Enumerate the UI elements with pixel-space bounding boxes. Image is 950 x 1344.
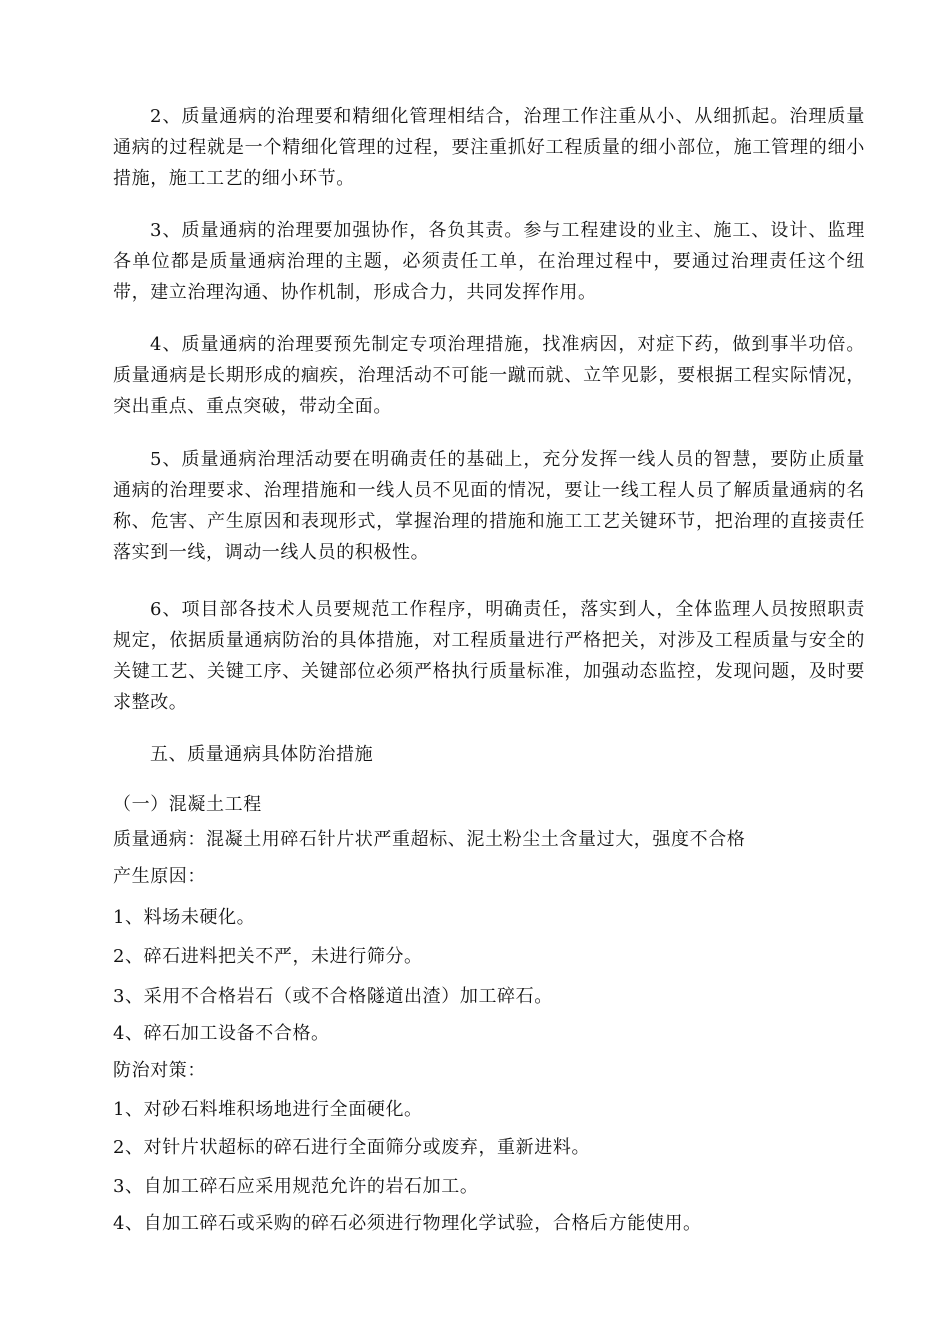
- cause-item: 2、碎石进料把关不严，未进行筛分。: [113, 946, 423, 967]
- cause-item: 3、采用不合格岩石（或不合格隧道出渣）加工碎石。: [113, 986, 553, 1007]
- paragraph-3: 3、质量通病的治理要加强协作，各负其责。参与工程建设的业主、施工、设计、监理各单位都是质量通病治理的主题，必须责任工单，在治理过程中，要通过治理责任这个纽带，建立治理沟通、协作机制，形成合力，共同发挥作用。: [113, 220, 865, 303]
- measure-item: 3、自加工碎石应采用规范允许的岩石加工。: [113, 1176, 479, 1197]
- measures-label: 防治对策：: [113, 1060, 206, 1081]
- problem-statement: 质量通病：混凝土用碎石针片状严重超标、泥土粉尘土含量过大，强度不合格: [113, 829, 746, 850]
- paragraph-2: 2、质量通病的治理要和精细化管理相结合，治理工作注重从小、从细抓起。治理质量通病的过程就是一个精细化管理的过程，要注重抓好工程质量的细小部位，施工管理的细小措施，施工工艺的细小环节。: [113, 106, 865, 189]
- paragraph-4: 4、质量通病的治理要预先制定专项治理措施，找准病因，对症下药，做到事半功倍。质量通病是长期形成的痼疾，治理活动不可能一蹴而就、立竿见影，要根据工程实际情况，突出重点、重点突破，带动全面。: [113, 334, 865, 417]
- measure-item: 1、对砂石料堆积场地进行全面硬化。: [113, 1099, 423, 1120]
- cause-item: 4、碎石加工设备不合格。: [113, 1023, 330, 1044]
- subsection-heading: （一）混凝土工程: [113, 794, 262, 815]
- measure-item: 2、对针片状超标的碎石进行全面筛分或废弃，重新进料。: [113, 1137, 591, 1158]
- measure-item: 4、自加工碎石或采购的碎石必须进行物理化学试验，合格后方能使用。: [113, 1213, 702, 1234]
- paragraph-6: 6、项目部各技术人员要规范工作程序，明确责任，落实到人，全体监理人员按照职责规定，依据质量通病防治的具体措施，对工程质量进行严格把关，对涉及工程质量与安全的关键工艺、关键工序、关键部位必须严格执行质量标准，加强动态监控，发现问题，及时要求整改。: [113, 599, 865, 713]
- section-heading: 五、质量通病具体防治措施: [150, 744, 374, 765]
- paragraph-5: 5、质量通病治理活动要在明确责任的基础上，充分发挥一线人员的智慧，要防止质量通病的治理要求、治理措施和一线人员不见面的情况，要让一线工程人员了解质量通病的名称、危害、产生原因和表现形式，掌握治理的措施和施工工艺关键环节，把治理的直接责任落实到一线，调动一线人员的积极性。: [113, 449, 865, 563]
- causes-label: 产生原因：: [113, 866, 206, 887]
- cause-item: 1、料场未硬化。: [113, 907, 256, 928]
